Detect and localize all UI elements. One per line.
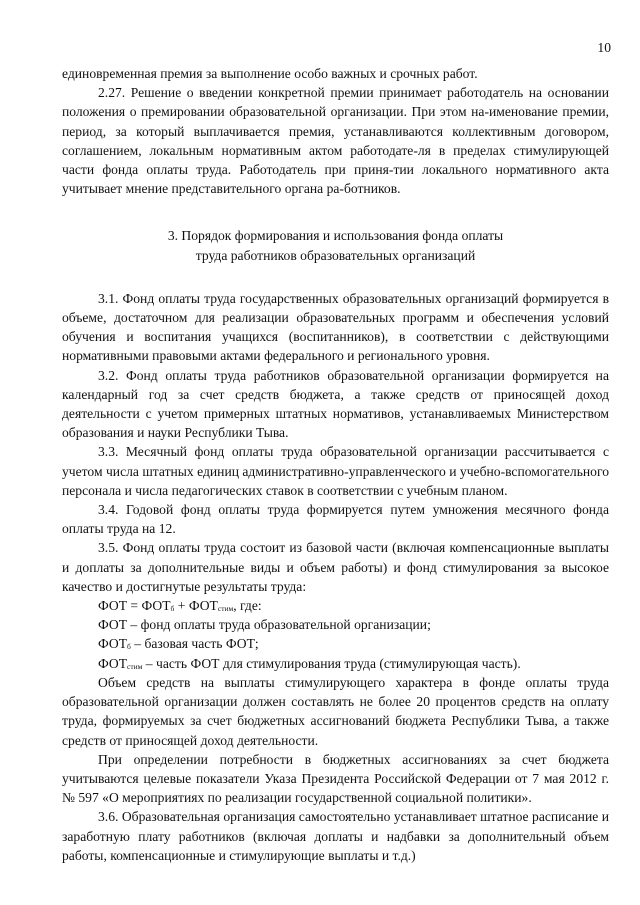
formula-sub-b: б (170, 604, 175, 614)
paragraph-continuation: единовременная премия за выполнение особо важных и срочных работ. (62, 66, 478, 81)
paragraph-decree: При определении потребности в бюджетных ассигнованиях за счет бюджета учитываются целевые показатели Указа Президента Российской Федерации от 7 мая 2012 г. № 597 «О мероприятиях по реализации государственной социальной политики». (62, 751, 609, 806)
definition-fot-stim-pre: ФОТ (98, 655, 128, 671)
formula-sub-stim: стим (217, 604, 234, 614)
document-body (62, 64, 609, 865)
paragraph-3-3: 3.3. Месячный фонд оплаты труда образовательной организации рассчитывается с учетом числа штатных единиц административно-управленческого и учебно-вспомогательного персонала и числа педагогических ставок в соответствии с учебным планом. (62, 444, 610, 498)
definition-fot-stim-sub: стим (127, 661, 143, 671)
page-number: 10 (597, 40, 611, 55)
formula-tail: , где: (233, 598, 262, 614)
formula-lhs: ФОТ = ФОТ (98, 598, 171, 614)
definition-fot-stim (62, 654, 609, 673)
definition-fot-stim-text: – часть ФОТ для стимулирования труда (стимулирующая часть). (142, 655, 521, 671)
paragraph-3-1: 3.1. Фонд оплаты труда государственных образовательных организаций формируется в объеме, достаточном для реализации образовательных программ и обеспечения условий обучения и воспитания учащихся (воспитанников), в соответствии с действующими нормативными правовыми актами федерального и регионального уровня. (62, 290, 609, 364)
definition-fot: ФОТ – фонд оплаты труда образовательной организации; (98, 617, 431, 633)
section-heading-3 (62, 226, 609, 264)
paragraph-stimulating-volume: Объем средств на выплаты стимулирующего характера в фонде оплаты труда образовательной организации должен составлять не более 20 процентов средств на оплату труда, формируемых за счет бюджетных ассигнований бюджета Республики Тыва, а также средств от приносящей доход деятельности. (62, 674, 609, 748)
section-heading-line-2: труда работников образовательных организаций (195, 247, 476, 263)
definition-fot-b (62, 634, 609, 653)
definition-fot-b-text: – базовая часть ФОТ; (130, 636, 259, 652)
paragraph-3-4: 3.4. Годовой фонд оплаты труда формируется путем умножения месячного фонда оплаты труда на 12. (62, 502, 609, 537)
section-heading-line-1: 3. Порядок формирования и использования фонда оплаты (167, 228, 504, 244)
paragraph-3-6: 3.6. Образовательная организация самостоятельно устанавливает штатное расписание и заработную плату работников (включая доплаты и надбавки за дополнительный объем работы, компенсационные и стимулирующие выплаты и т.д.) (62, 809, 609, 863)
paragraph-2-27: 2.27. Решение о введении конкретной премии принимает работодатель на основании положения о премировании образовательной организации. При этом на-именование премии, период, за который выплачивается премия, устанавливаются коллективным договором, соглашением, локальным нормативным актом работодате-ля в пределах стимулирующей части фонда оплаты труда. Работодатель при приня-тии локального нормативного акта учитывает мнение представительного органа ра-ботников. (62, 85, 609, 197)
paragraph-3-2: 3.2. Фонд оплаты труда работников образовательной организации формируется на календарный год за счет средств бюджета, а также средств от приносящей доход деятельности с учетом примерных штатных нормативов, устанавливаемых Министерством образования и науки Республики Тыва. (62, 367, 609, 441)
definition-fot-b-sub: б (127, 642, 131, 652)
formula-plus: + ФОТ (174, 598, 218, 614)
paragraph-3-5: 3.5. Фонд оплаты труда состоит из базовой части (включая компенсационные выплаты и доплаты за дополнительные виды и объем работы) и фонд стимулирования за высокое качество и достигнутые результаты труда: (62, 540, 609, 594)
definition-fot-b-pre: ФОТ (98, 636, 128, 652)
formula-fot (62, 596, 609, 615)
